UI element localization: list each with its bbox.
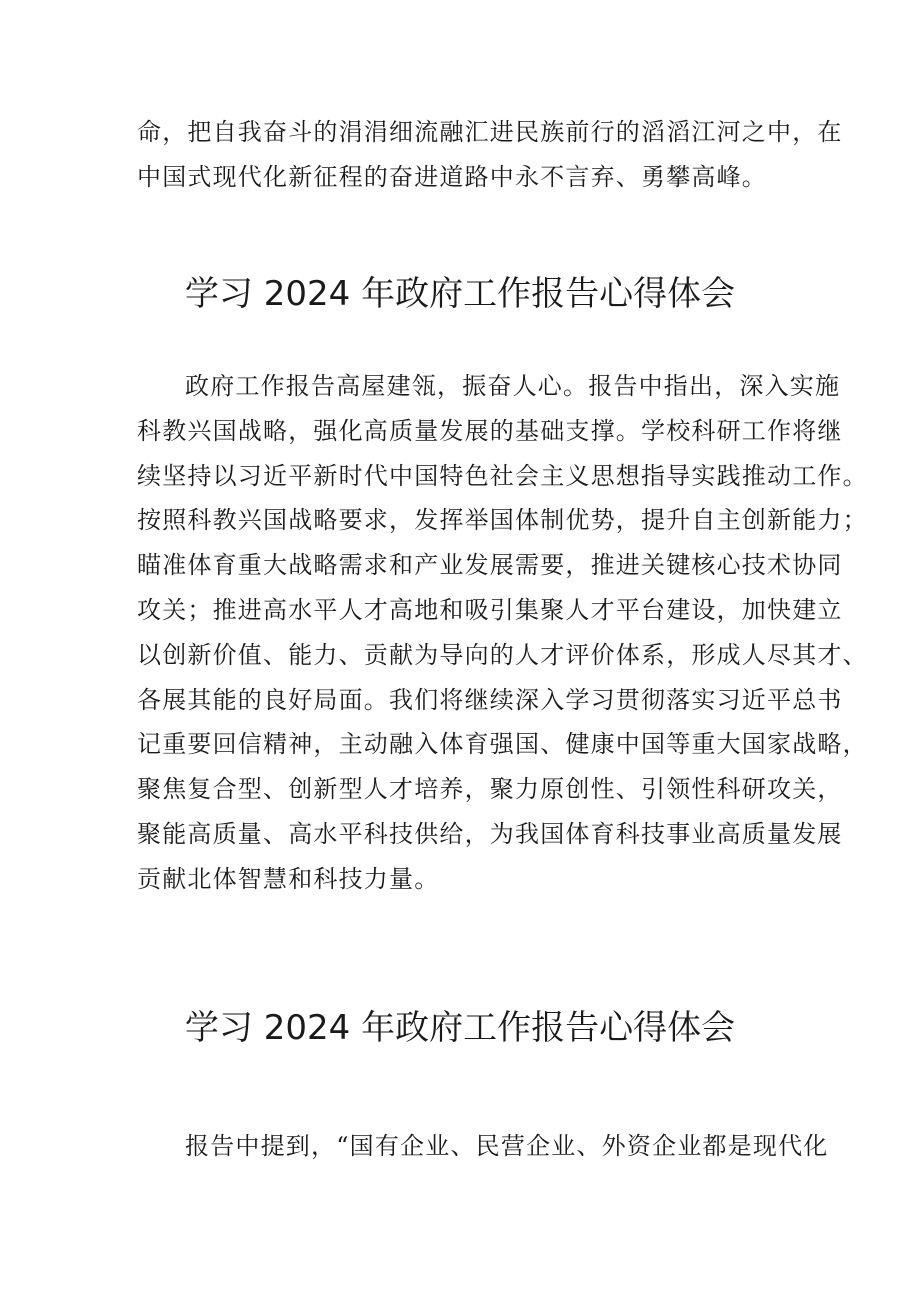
- paragraph-line: 以创新价值、能力、贡献为导向的人才评价体系，形成人尽其才、: [137, 640, 868, 669]
- continuation-paragraph: [137, 110, 843, 200]
- paragraph-line: 聚能高质量、高水平科技供给，为我国体育科技事业高质量发展: [137, 819, 843, 848]
- paragraph-line: 贡献北体智慧和科技力量。: [137, 864, 440, 893]
- paragraph-line: 命，把自我奋斗的涓涓细流融汇进民族前行的滔滔江河之中，在: [137, 118, 843, 146]
- paragraph-line: 记重要回信精神，主动融入体育强国、健康中国等重大国家战略，: [137, 730, 868, 759]
- section-paragraph: [137, 1124, 829, 1169]
- section-paragraph: [137, 364, 868, 902]
- paragraph-line: 续坚持以习近平新时代中国特色社会主义思想指导实践推动工作。: [137, 461, 868, 490]
- section-title: 学习 2024 年政府工作报告心得体会: [184, 274, 736, 314]
- paragraph-line: 科教兴国战略，强化高质量发展的基础支撑。学校科研工作将继: [137, 416, 843, 445]
- paragraph-line: 攻关；推进高水平人才高地和吸引集聚人才平台建设，加快建立: [137, 595, 843, 624]
- paragraph-line: 政府工作报告高屋建瓴，振奋人心。报告中指出，深入实施: [185, 372, 841, 400]
- paragraph-line: 报告中提到，“国有企业、民营企业、外资企业都是现代化: [185, 1132, 829, 1160]
- paragraph-line: 按照科教兴国战略要求，发挥举国体制优势，提升自主创新能力；: [137, 506, 868, 535]
- paragraph-line: 各展其能的良好局面。我们将继续深入学习贯彻落实习近平总书: [137, 685, 843, 714]
- paragraph-line: 聚焦复合型、创新型人才培养，聚力原创性、引领性科研攻关，: [137, 775, 843, 804]
- paragraph-line: 瞄准体育重大战略需求和产业发展需要，推进关键核心技术协同: [137, 551, 843, 580]
- paragraph-line: 中国式现代化新征程的奋进道路中永不言弃、勇攀高峰。: [137, 162, 767, 191]
- section-title: 学习 2024 年政府工作报告心得体会: [184, 1008, 736, 1048]
